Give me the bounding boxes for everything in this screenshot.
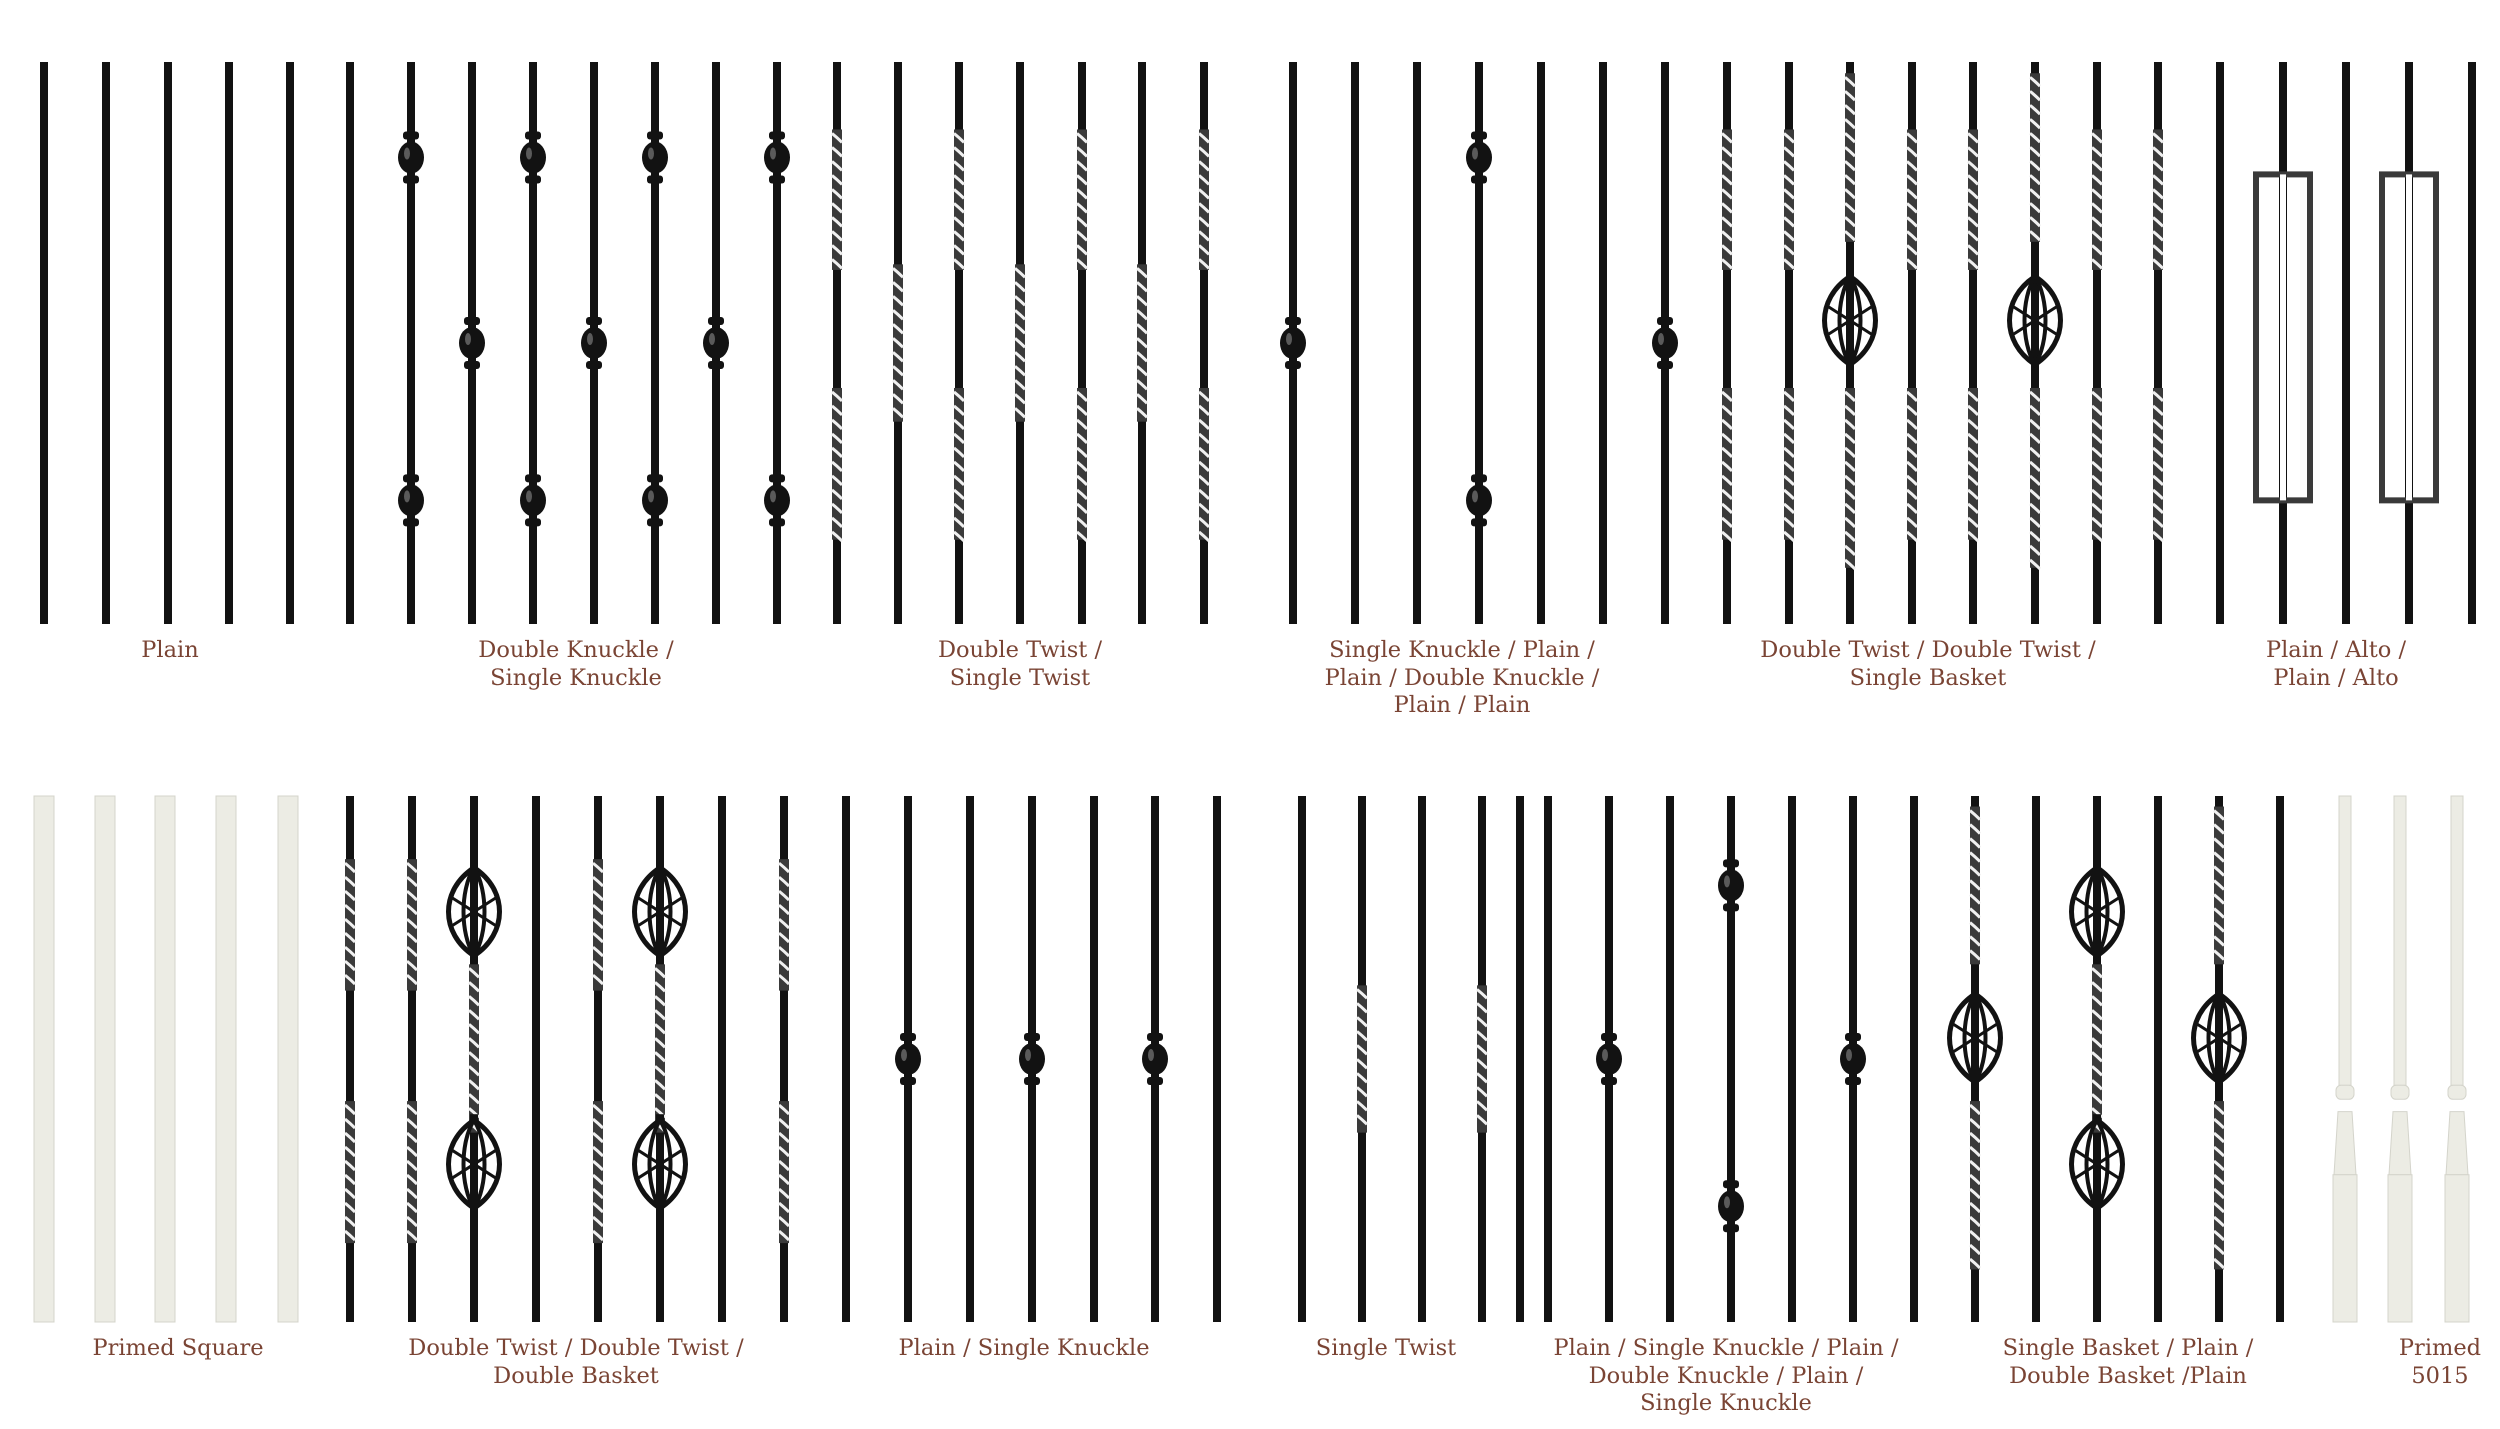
- spindle-plain: [225, 62, 233, 624]
- spindle-double-knuckle: [642, 62, 668, 624]
- spindle-plain: [1599, 62, 1607, 624]
- spindle-double-twist: [345, 796, 355, 1322]
- spindle-single-knuckle: [1840, 796, 1866, 1322]
- spindle-single-basket: [2010, 62, 2061, 624]
- spindle-alto: [2382, 62, 2436, 624]
- spindle-single-knuckle: [1019, 796, 1045, 1322]
- spindle-single-basket: [1825, 62, 1876, 624]
- spindle-plain: [1788, 796, 1796, 1322]
- group-caption: Primed 5015: [2398, 1335, 2482, 1389]
- spindle-plain: [2032, 796, 2040, 1322]
- spindle-single-knuckle: [1280, 62, 1306, 624]
- spindle-plain: [2468, 62, 2476, 624]
- spindle-double-twist: [593, 796, 603, 1322]
- spindle-double-knuckle: [1718, 796, 1744, 1322]
- spindle-plain: [1090, 796, 1098, 1322]
- spindle-double-twist: [1199, 62, 1209, 624]
- spindle-single-twist: [1137, 62, 1147, 624]
- spindle-single-twist: [893, 62, 903, 624]
- spindle-single-twist: [1357, 796, 1367, 1322]
- spindle-double-twist: [954, 62, 964, 624]
- spindle-double-twist: [1784, 62, 1794, 624]
- spindle-plain: [1213, 796, 1221, 1322]
- group-caption: Plain: [141, 637, 199, 663]
- group-caption: Single Basket / Plain / Double Basket /Plain: [2002, 1335, 2254, 1389]
- spindle-plain: [2154, 796, 2162, 1322]
- spindle-single-basket: [1950, 796, 2001, 1322]
- spindle-primed-square: [95, 796, 115, 1322]
- spindle-plain: [1666, 796, 1674, 1322]
- spindle-plain: [102, 62, 110, 624]
- spindle-double-twist: [832, 62, 842, 624]
- spindle-plain: [532, 796, 540, 1322]
- spindle-double-twist: [2153, 62, 2163, 624]
- spindle-plain: [2342, 62, 2350, 624]
- spindle-plain: [286, 62, 294, 624]
- spindle-primed-5015: [2388, 796, 2412, 1322]
- spindle-double-twist: [779, 796, 789, 1322]
- spindle-primed-square: [155, 796, 175, 1322]
- group-caption: Double Twist / Single Twist: [937, 637, 1103, 691]
- spindle-single-basket: [2194, 796, 2245, 1322]
- spindle-plain: [2216, 62, 2224, 624]
- spindle-double-knuckle: [520, 62, 546, 624]
- spindle-single-knuckle: [1596, 796, 1622, 1322]
- spindle-single-knuckle: [1142, 796, 1168, 1322]
- spindle-primed-5015: [2445, 796, 2469, 1322]
- spindle-double-knuckle: [764, 62, 790, 624]
- spindle-plain: [1910, 796, 1918, 1322]
- spindle-plain: [1418, 796, 1426, 1322]
- group-caption: Plain / Single Knuckle: [898, 1335, 1150, 1361]
- spindle-primed-square: [278, 796, 298, 1322]
- spindle-plain: [40, 62, 48, 624]
- group-caption: Double Knuckle / Single Knuckle: [478, 637, 674, 691]
- spindle-single-knuckle: [1652, 62, 1678, 624]
- spindle-plain: [1413, 62, 1421, 624]
- group-caption: Plain / Alto / Plain / Alto: [2265, 637, 2407, 691]
- spindle-primed-5015: [2333, 796, 2357, 1322]
- group-caption: Single Twist: [1315, 1335, 1457, 1361]
- group-caption: Double Twist / Double Twist / Single Basket: [1760, 637, 2096, 691]
- spindle-double-twist: [1968, 62, 1978, 624]
- spindle-primed-square: [34, 796, 54, 1322]
- spindle-single-knuckle: [895, 796, 921, 1322]
- spindle-plain: [1544, 796, 1552, 1322]
- spindle-double-twist: [1077, 62, 1087, 624]
- spindle-primed-square: [216, 796, 236, 1322]
- spindle-plain: [1351, 62, 1359, 624]
- spindle-plain: [1537, 62, 1545, 624]
- group-caption: Primed Square: [92, 1335, 264, 1361]
- spindle-plain: [1298, 796, 1306, 1322]
- spindle-single-knuckle: [703, 62, 729, 624]
- spindle-double-twist: [1722, 62, 1732, 624]
- spindle-double-basket: [449, 796, 500, 1322]
- spindle-single-twist: [1015, 62, 1025, 624]
- spindle-plain: [1516, 796, 1524, 1322]
- spindle-double-twist: [2092, 62, 2102, 624]
- spindle-single-knuckle: [459, 62, 485, 624]
- group-caption: Double Twist / Double Twist / Double Basket: [408, 1335, 744, 1389]
- spindle-plain: [2276, 796, 2284, 1322]
- spindle-plain: [346, 62, 354, 624]
- spindle-double-basket: [635, 796, 686, 1322]
- spindle-plain: [842, 796, 850, 1322]
- spindle-double-basket: [2072, 796, 2123, 1322]
- spindle-single-twist: [1477, 796, 1487, 1322]
- group-caption: Single Knuckle / Plain / Plain / Double Knuckle / Plain / Plain: [1324, 637, 1600, 718]
- spindle-alto: [2256, 62, 2310, 624]
- spindle-double-knuckle: [398, 62, 424, 624]
- spindle-double-knuckle: [1466, 62, 1492, 624]
- spindle-plain: [966, 796, 974, 1322]
- spindle-double-twist: [407, 796, 417, 1322]
- group-caption: Plain / Single Knuckle / Plain / Double Knuckle / Plain / Single Knuckle: [1553, 1335, 1899, 1416]
- spindle-single-knuckle: [581, 62, 607, 624]
- spindle-plain: [718, 796, 726, 1322]
- spindle-plain: [164, 62, 172, 624]
- spindle-double-twist: [1907, 62, 1917, 624]
